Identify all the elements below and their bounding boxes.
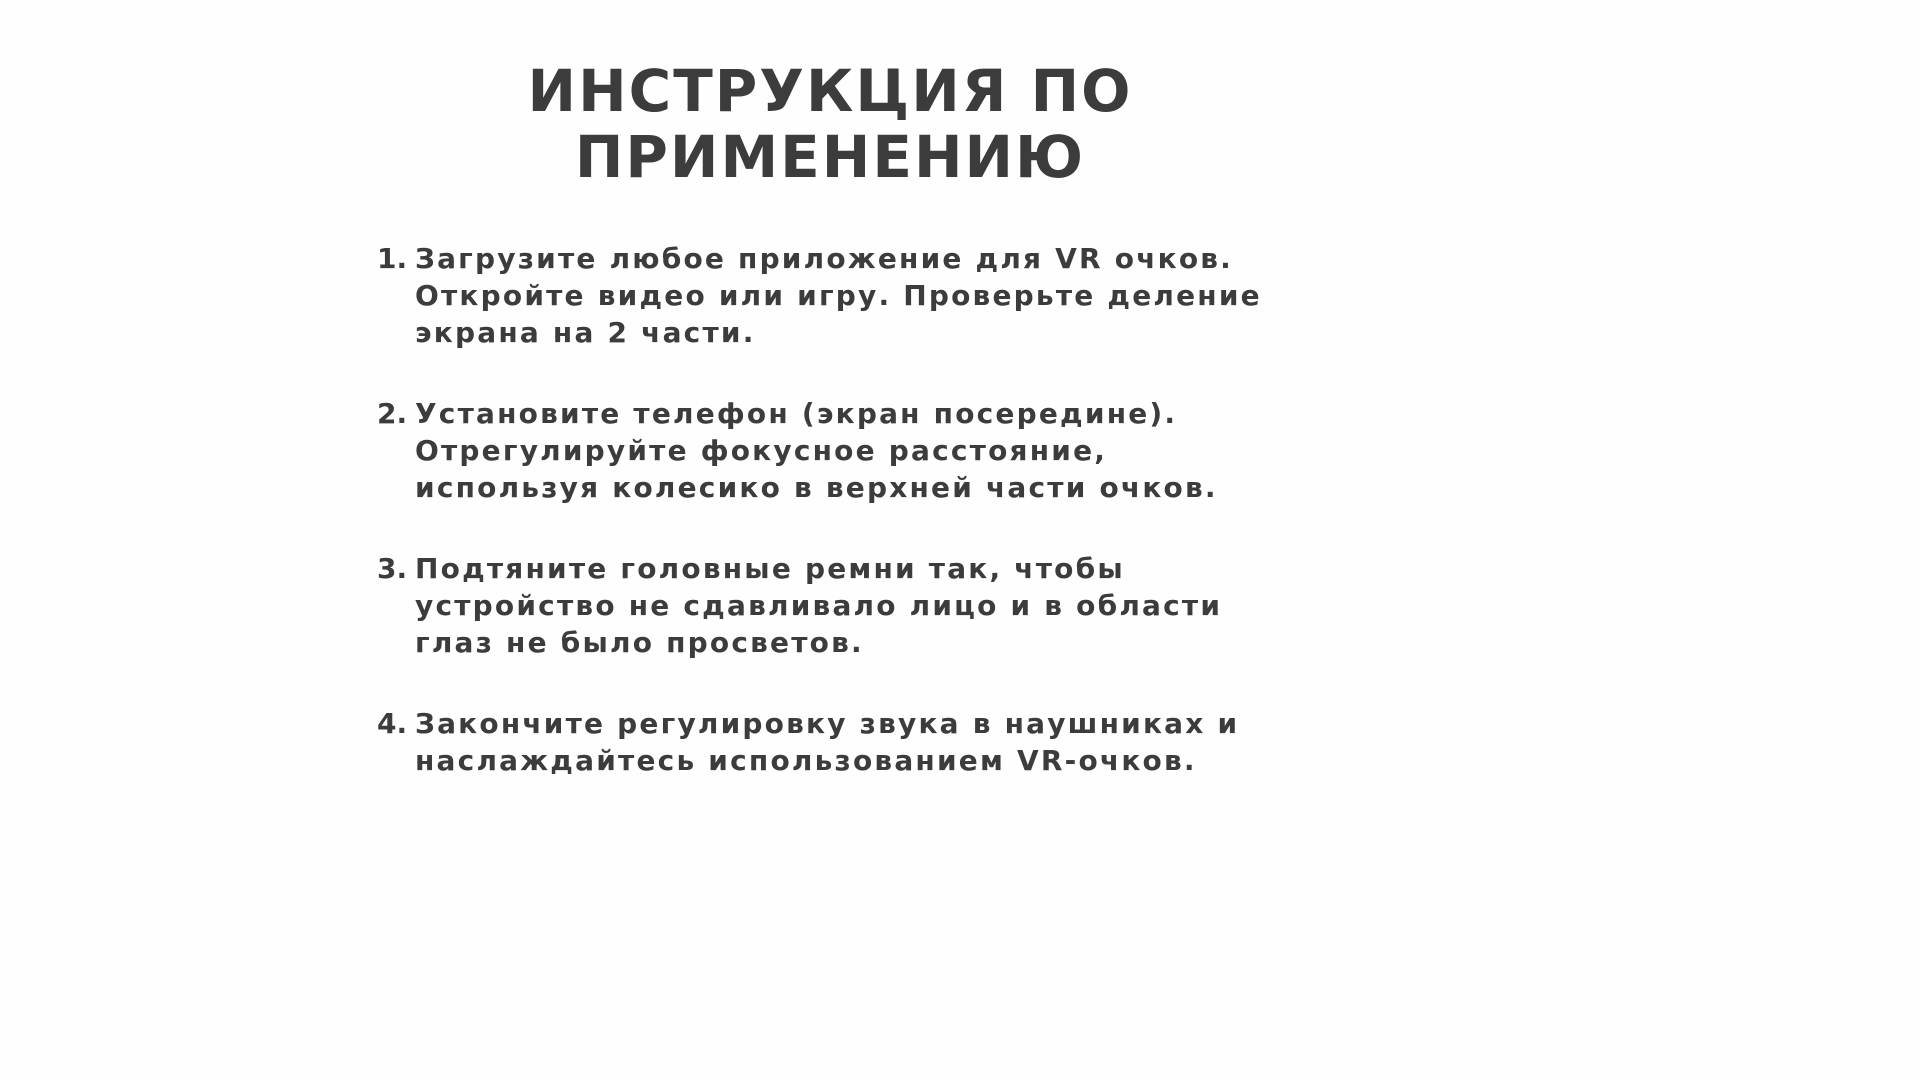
step-text-line: Отрегулируйте фокусное расстояние,	[415, 434, 1108, 467]
step-number: 3.	[377, 552, 408, 585]
step-text-line: устройство не сдавливало лицо и в области	[415, 589, 1223, 622]
step-3	[377, 550, 1377, 661]
title-line-1: ИНСТРУКЦИЯ ПО	[527, 57, 1133, 125]
instruction-steps-list	[377, 240, 1377, 779]
step-text-line: Откройте видео или игру. Проверьте деление	[415, 279, 1262, 312]
step-text-line: используя колесико в верхней части очков.	[415, 471, 1218, 504]
step-text-line: Подтяните головные ремни так, чтобы	[415, 552, 1125, 585]
step-text-line: Закончите регулировку звука в наушниках и	[415, 707, 1240, 740]
step-text-line: наслаждайтесь использованием VR-очков.	[415, 744, 1197, 777]
page-title	[0, 58, 1660, 190]
step-text-line: глаз не было просветов.	[415, 626, 864, 659]
title-line-2: ПРИМЕНЕНИЮ	[574, 123, 1086, 191]
step-text-line: Установите телефон (экран посередине).	[415, 397, 1178, 430]
step-number: 4.	[377, 707, 408, 740]
step-1	[377, 240, 1377, 351]
step-2	[377, 395, 1377, 506]
step-4	[377, 705, 1377, 779]
step-text-line: Загрузите любое приложение для VR очков.	[415, 242, 1234, 275]
step-number: 1.	[377, 242, 408, 275]
step-text-line: экрана на 2 части.	[415, 316, 756, 349]
step-number: 2.	[377, 397, 408, 430]
